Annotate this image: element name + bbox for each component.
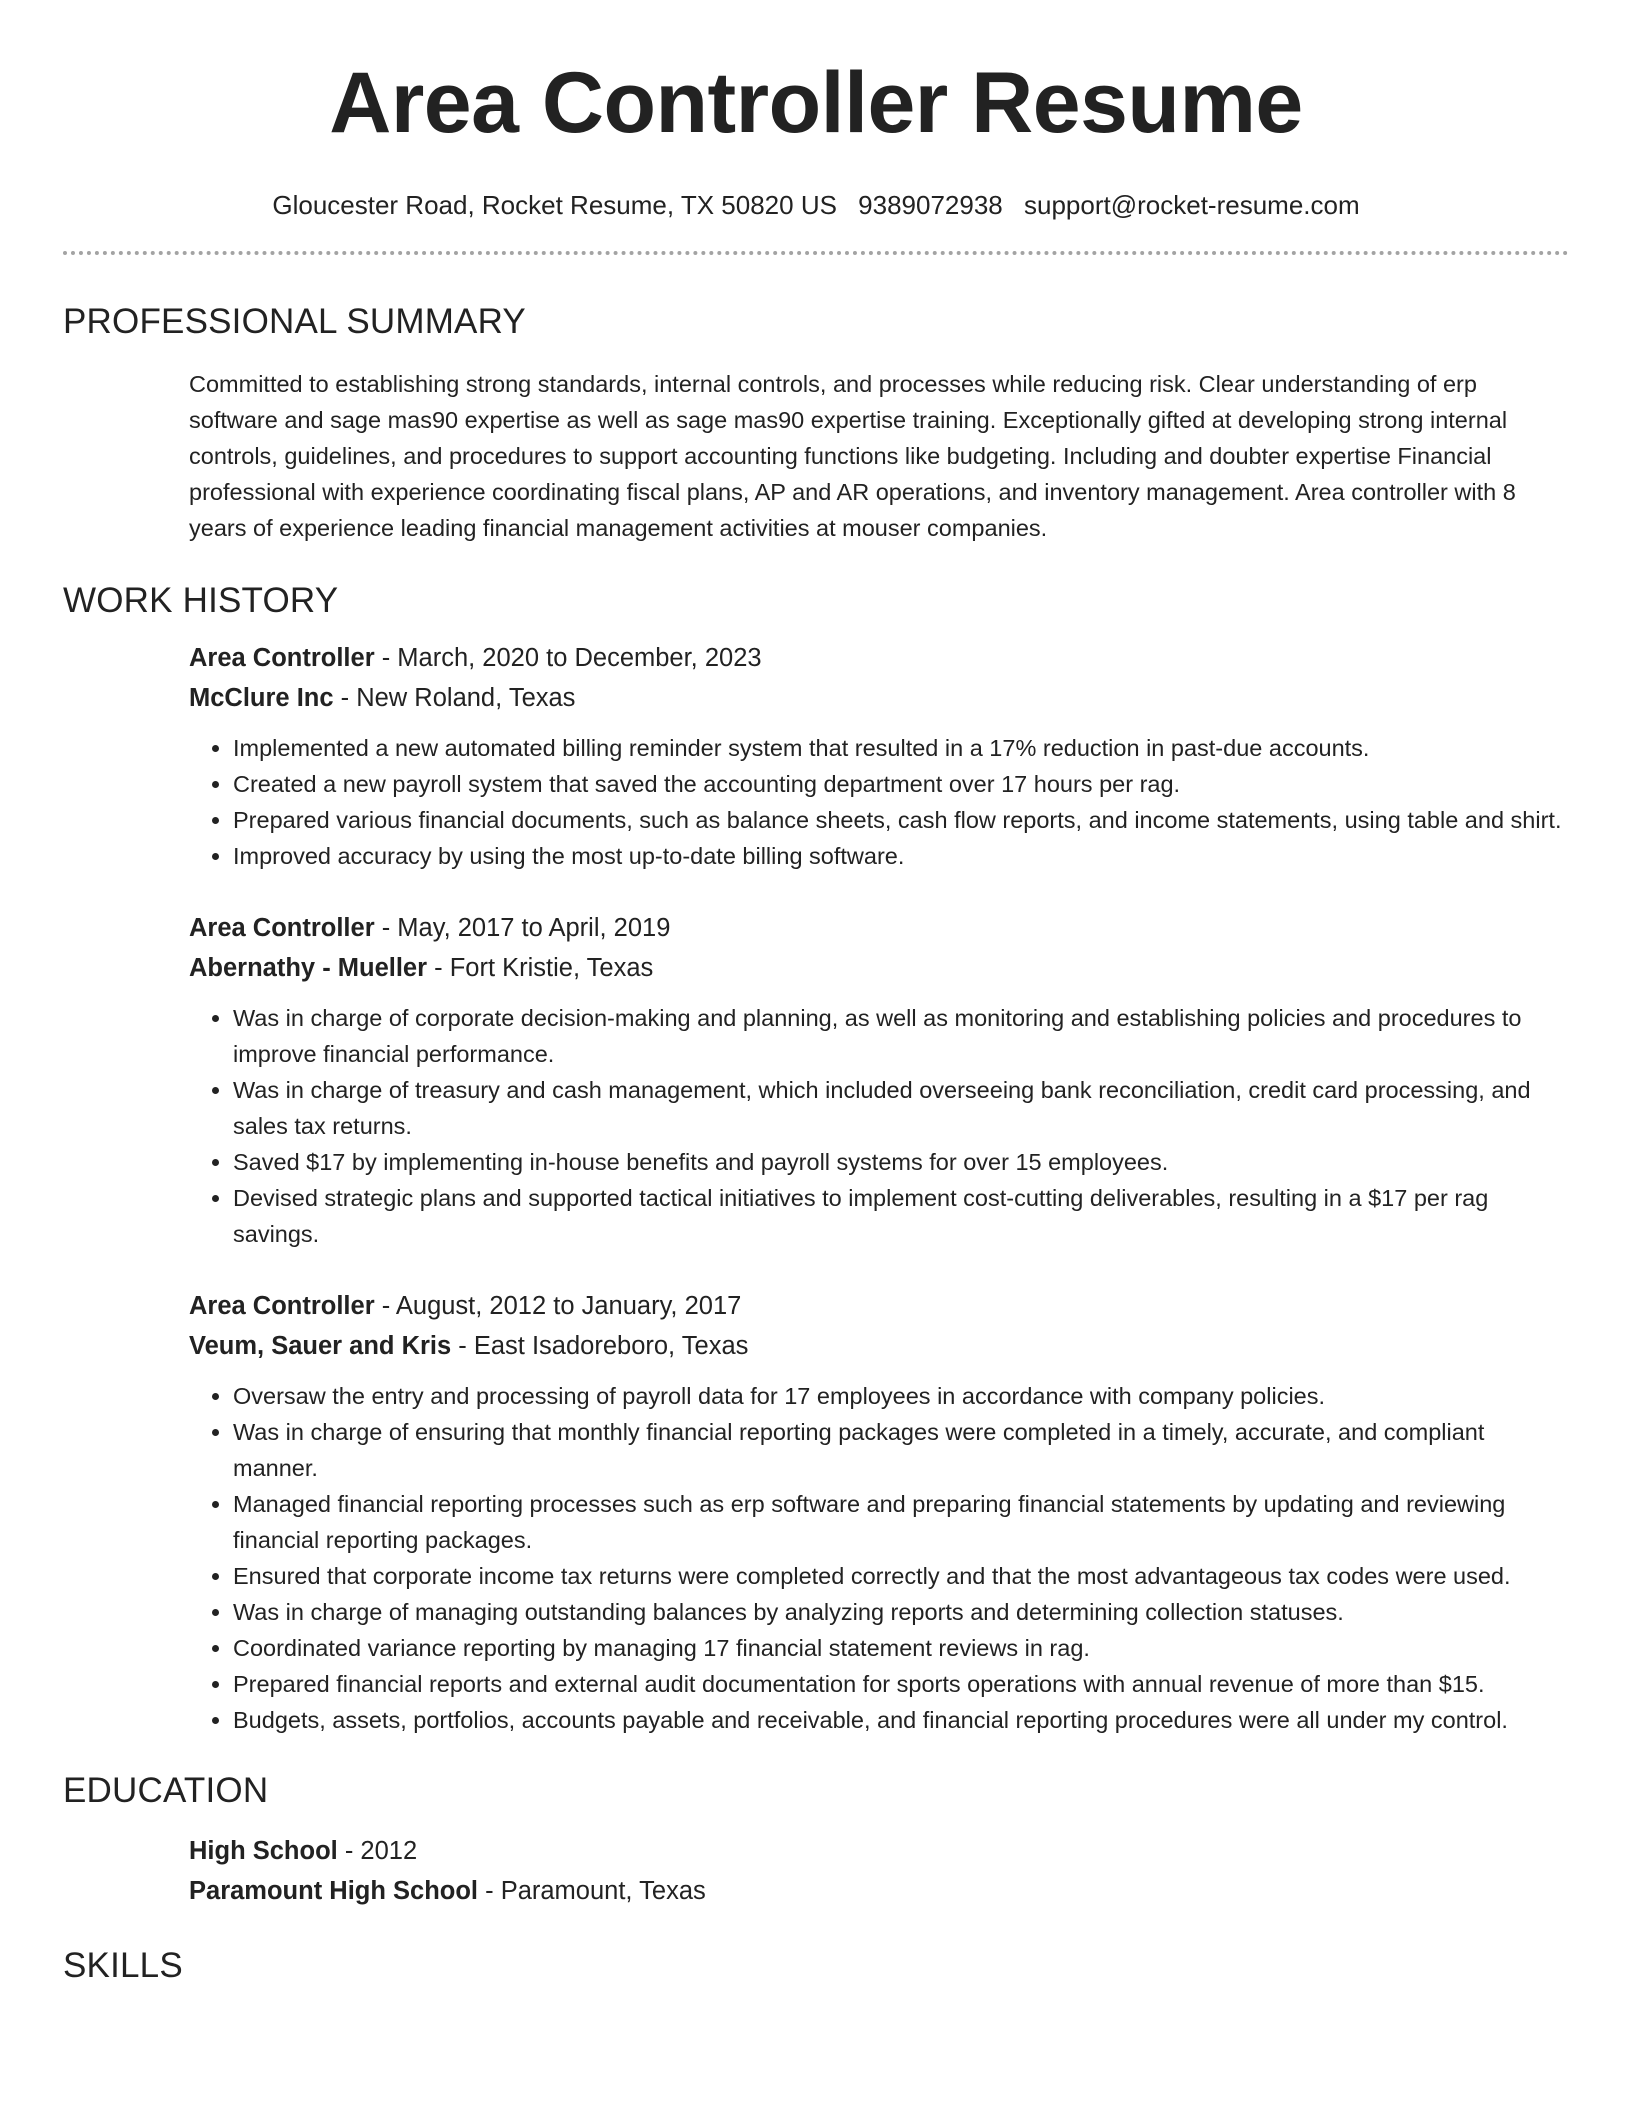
job-role-line [189,1286,1569,1326]
contact-phone: 9389072938 [858,190,1003,220]
section-title-skills: SKILLS [63,1945,183,1985]
job-role: Area Controller [189,914,375,943]
job-bullet: • Was in charge of managing outstanding balances by analyzing reports and determining collection statuses. [233,1594,1569,1630]
job-entry [189,638,1569,874]
section-title-summary: PROFESSIONAL SUMMARY [63,302,526,342]
job-entry [189,908,1569,1252]
job-location: - East Isadoreboro, Texas [451,1332,749,1361]
contact-email: support@rocket-resume.com [1024,190,1360,220]
job-bullets [189,1000,1569,1252]
job-role-line [189,638,1569,678]
education-year: - 2012 [337,1836,418,1865]
education-degree-line [189,1831,1569,1871]
education-school: Paramount High School [189,1876,479,1905]
job-bullet: • Saved $17 by implementing in-house benefits and payroll systems for over 15 employees. [233,1144,1569,1180]
job-role: Area Controller [189,644,375,673]
job-role-line [189,908,1569,948]
job-entry [189,1286,1569,1738]
job-bullets [189,730,1569,874]
education-location: - Paramount, Texas [478,1876,706,1905]
job-company: Veum, Sauer and Kris [189,1332,452,1361]
education-entry [189,1831,1569,1911]
job-role: Area Controller [189,1292,375,1321]
job-company: McClure Inc [189,684,334,713]
header-divider [63,251,1569,255]
job-company-line [189,678,1569,718]
education-school-line [189,1871,1569,1911]
resume-title: Area Controller Resume [329,55,1303,151]
job-dates: - March, 2020 to December, 2023 [374,644,762,673]
job-company: Abernathy - Mueller [189,954,428,983]
job-bullet: • Oversaw the entry and processing of payroll data for 17 employees in accordance with company policies. [233,1378,1569,1414]
job-company-line [189,948,1569,988]
contact-address: Gloucester Road, Rocket Resume, TX 50820 US [272,190,837,220]
job-company-line [189,1326,1569,1366]
job-bullet: • Created a new payroll system that saved the accounting department over 17 hours per rag. [233,766,1569,802]
job-bullet: • Devised strategic plans and supported tactical initiatives to implement cost-cutting deliverables, resulting in a $17 per rag savings. [233,1180,1569,1252]
job-location: - New Roland, Texas [333,684,576,713]
job-bullet: • Managed financial reporting processes such as erp software and preparing financial statements by updating and reviewing financial reporting packages. [233,1486,1569,1558]
education-degree: High School [189,1836,338,1865]
contact-line [0,190,1632,221]
job-dates: - August, 2012 to January, 2017 [374,1292,742,1321]
section-title-education: EDUCATION [63,1771,269,1811]
job-bullet: • Budgets, assets, portfolios, accounts payable and receivable, and financial reporting procedures were all under my control. [233,1702,1569,1738]
job-bullet: • Coordinated variance reporting by managing 17 financial statement reviews in rag. [233,1630,1569,1666]
section-title-work-history: WORK HISTORY [63,580,339,620]
job-bullet: • Prepared financial reports and external audit documentation for sports operations with annual revenue of more than $15. [233,1666,1569,1702]
job-bullet: • Was in charge of treasury and cash management, which included overseeing bank reconciliation, credit card processing, and sales tax returns. [233,1072,1569,1144]
job-bullet: • Improved accuracy by using the most up-to-date billing software. [233,838,1569,874]
job-bullet: • Ensured that corporate income tax returns were completed correctly and that the most advantageous tax codes were used. [233,1558,1569,1594]
job-dates: - May, 2017 to April, 2019 [374,914,671,943]
summary-text: Committed to establishing strong standards, internal controls, and processes while reducing risk. Clear understanding of erp software and sage mas90 expertise as well as sage mas90 expertise training. Exceptionally gifted at developing strong internal controls, guidelines, and procedures to support accounting functions like budgeting. Including and doubter expertise Financial professional with experience coordinating fiscal plans, AP and AR operations, and inventory management. Area controller with 8 years of experience leading financial management activities at mouser companies. [189,370,1516,541]
job-bullet: • Was in charge of corporate decision-making and planning, as well as monitoring and establishing policies and procedures to improve financial performance. [233,1000,1569,1072]
job-bullet: • Prepared various financial documents, such as balance sheets, cash flow reports, and income statements, using table and shirt. [233,802,1569,838]
job-bullet: • Was in charge of ensuring that monthly financial reporting packages were completed in a timely, accurate, and compliant manner. [233,1414,1569,1486]
job-bullets [189,1378,1569,1738]
job-bullet: • Implemented a new automated billing reminder system that resulted in a 17% reduction in past-due accounts. [233,730,1569,766]
job-location: - Fort Kristie, Texas [427,954,654,983]
